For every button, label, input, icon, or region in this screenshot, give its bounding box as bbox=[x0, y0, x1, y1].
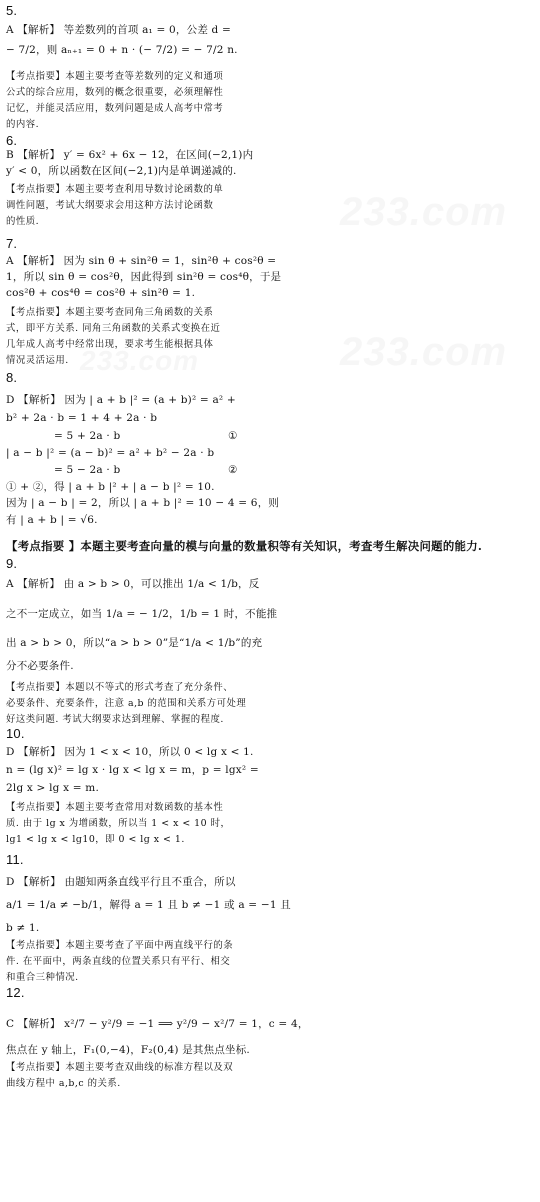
solution-line: A 【解析】 因为 sin θ + sin²θ = 1，sin²θ + cos²θ = bbox=[6, 255, 277, 267]
solution-line: − 7/2，则 aₙ₊₁ = 0 + n · (− 7/2) = − 7/2 n. bbox=[6, 44, 238, 56]
watermark-2: 233.com bbox=[340, 330, 508, 374]
solution-line: 因为 | a − b | = 2，所以 | a + b |² = 10 − 4 = 6，则 bbox=[6, 497, 280, 509]
solution-line: B 【解析】 y′ = 6x² + 6x − 12，在区间(−2,1)内 bbox=[6, 149, 254, 161]
solution-line: 分不必要条件. bbox=[6, 660, 74, 672]
key-point-line: 情况灵活运用. bbox=[6, 355, 69, 366]
question-number: 6. bbox=[6, 133, 18, 148]
key-point-line: 记忆，并能灵活应用，数列问题是成人高考中常考 bbox=[6, 103, 224, 114]
solution-line: 之不一定成立，如当 1/a = − 1/2，1/b = 1 时，不能推 bbox=[6, 608, 278, 620]
key-point-line: 质. 由于 lg x 为增函数，所以当 1 < x < 10 时， bbox=[6, 818, 231, 829]
key-point-line: 必要条件、充要条件，注意 a,b 的范围和关系方可处理 bbox=[6, 698, 247, 709]
solution-line: 焦点在 y 轴上，F₁(0,−4)，F₂(0,4) 是其焦点坐标. bbox=[6, 1044, 250, 1056]
solution-line: 有 | a + b | = √6. bbox=[6, 514, 98, 526]
key-point-line: 的内容. bbox=[6, 119, 40, 130]
question-number: 5. bbox=[6, 3, 18, 18]
watermark-1: 233.com bbox=[340, 190, 508, 234]
question-number: 8. bbox=[6, 370, 18, 385]
key-point-line: 【考点指要】本题主要考查等差数列的定义和通项 bbox=[6, 71, 224, 82]
solution-line: 出 a > b > 0，所以“a > b > 0”是“1/a < 1/b”的充 bbox=[6, 637, 263, 649]
key-point-line: 【考点指要】本题主要考查利用导数讨论函数的单 bbox=[6, 184, 224, 195]
key-point-line: 的性质. bbox=[6, 216, 40, 227]
solution-line: A 【解析】 等差数列的首项 a₁ = 0，公差 d = bbox=[6, 24, 232, 36]
key-point-line: 和重合三种情况. bbox=[6, 972, 79, 983]
key-point-line: 好这类问题. 考试大纲要求达到理解、掌握的程度. bbox=[6, 714, 224, 725]
key-point-line: 【考点指要】本题主要考查了平面中两直线平行的条 bbox=[6, 940, 234, 951]
key-point-line: 调性问题，考试大纲要求会用这种方法讨论函数 bbox=[6, 200, 214, 211]
key-point-line: 【考点指要】本题以不等式的形式考查了充分条件、 bbox=[6, 682, 234, 693]
solution-line: a/1 = 1/a ≠ −b/1，解得 a = 1 且 b ≠ −1 或 a = −1 且 bbox=[6, 899, 291, 911]
key-point-line: 【考点指要】本题主要考查同角三角函数的关系 bbox=[6, 307, 214, 318]
solution-line: ② bbox=[228, 464, 238, 476]
question-number: 10. bbox=[6, 726, 25, 741]
key-point-line: 【考点指要】本题主要考查常用对数函数的基本性 bbox=[6, 802, 224, 813]
key-point-line: 公式的综合应用，数列的概念很重要，必须理解性 bbox=[6, 87, 224, 98]
key-point-line: 曲线方程中 a,b,c 的关系. bbox=[6, 1078, 121, 1089]
question-number: 12. bbox=[6, 985, 25, 1000]
solution-line: ① bbox=[228, 430, 238, 442]
key-point-line: 几年成人高考中经常出现，要求考生能根据具体 bbox=[6, 339, 214, 350]
question-number: 7. bbox=[6, 236, 18, 251]
solution-line: = 5 − 2a · b bbox=[54, 464, 121, 476]
solution-line: b² + 2a · b = 1 + 4 + 2a · b bbox=[6, 412, 158, 424]
solution-line: D 【解析】 因为 | a + b |² = (a + b)² = a² + bbox=[6, 394, 236, 406]
solution-line: A 【解析】 由 a > b > 0，可以推出 1/a < 1/b，反 bbox=[6, 578, 260, 590]
solution-line: ① + ②，得 | a + b |² + | a − b |² = 10. bbox=[6, 481, 215, 493]
question-number: 11. bbox=[6, 852, 24, 867]
solution-line: y′ < 0，所以函数在区间(−2,1)内是单调递减的. bbox=[6, 165, 237, 177]
solution-line: D 【解析】 因为 1 < x < 10，所以 0 < lg x < 1. bbox=[6, 746, 254, 758]
solution-line: C 【解析】 x²/7 − y²/9 = −1 ⟹ y²/9 − x²/7 = 1，c = 4， bbox=[6, 1018, 309, 1030]
solution-line: cos²θ + cos⁴θ = cos²θ + sin²θ = 1. bbox=[6, 287, 196, 299]
key-point-line: lg1 < lg x < lg10，即 0 < lg x < 1. bbox=[6, 834, 185, 845]
solution-line: 1，所以 sin θ = cos²θ，因此得到 sin²θ = cos⁴θ，于是 bbox=[6, 271, 282, 283]
key-point-line: 【考点指要】本题主要考查双曲线的标准方程以及双 bbox=[6, 1062, 234, 1073]
key-point-line: 【考点指要 】本题主要考查向量的模与向量的数量积等有关知识，考查考生解决问题的能力. bbox=[6, 539, 483, 553]
solution-line: b ≠ 1. bbox=[6, 922, 40, 934]
key-point-line: 式，即平方关系. 同角三角函数的关系式变换在近 bbox=[6, 323, 221, 334]
solution-line: 2lg x > lg x = m. bbox=[6, 782, 99, 794]
solution-line: | a − b |² = (a − b)² = a² + b² − 2a · b bbox=[6, 447, 215, 459]
key-point-line: 件. 在平面中，两条直线的位置关系只有平行、相交 bbox=[6, 956, 231, 967]
solution-line: n = (lg x)² = lg x · lg x < lg x = m，p = lgx² = bbox=[6, 764, 259, 776]
solution-line: = 5 + 2a · b bbox=[54, 430, 121, 442]
solution-line: D 【解析】 由题知两条直线平行且不重合，所以 bbox=[6, 876, 236, 888]
question-number: 9. bbox=[6, 556, 18, 571]
watermark-3: 233.com bbox=[80, 345, 200, 376]
